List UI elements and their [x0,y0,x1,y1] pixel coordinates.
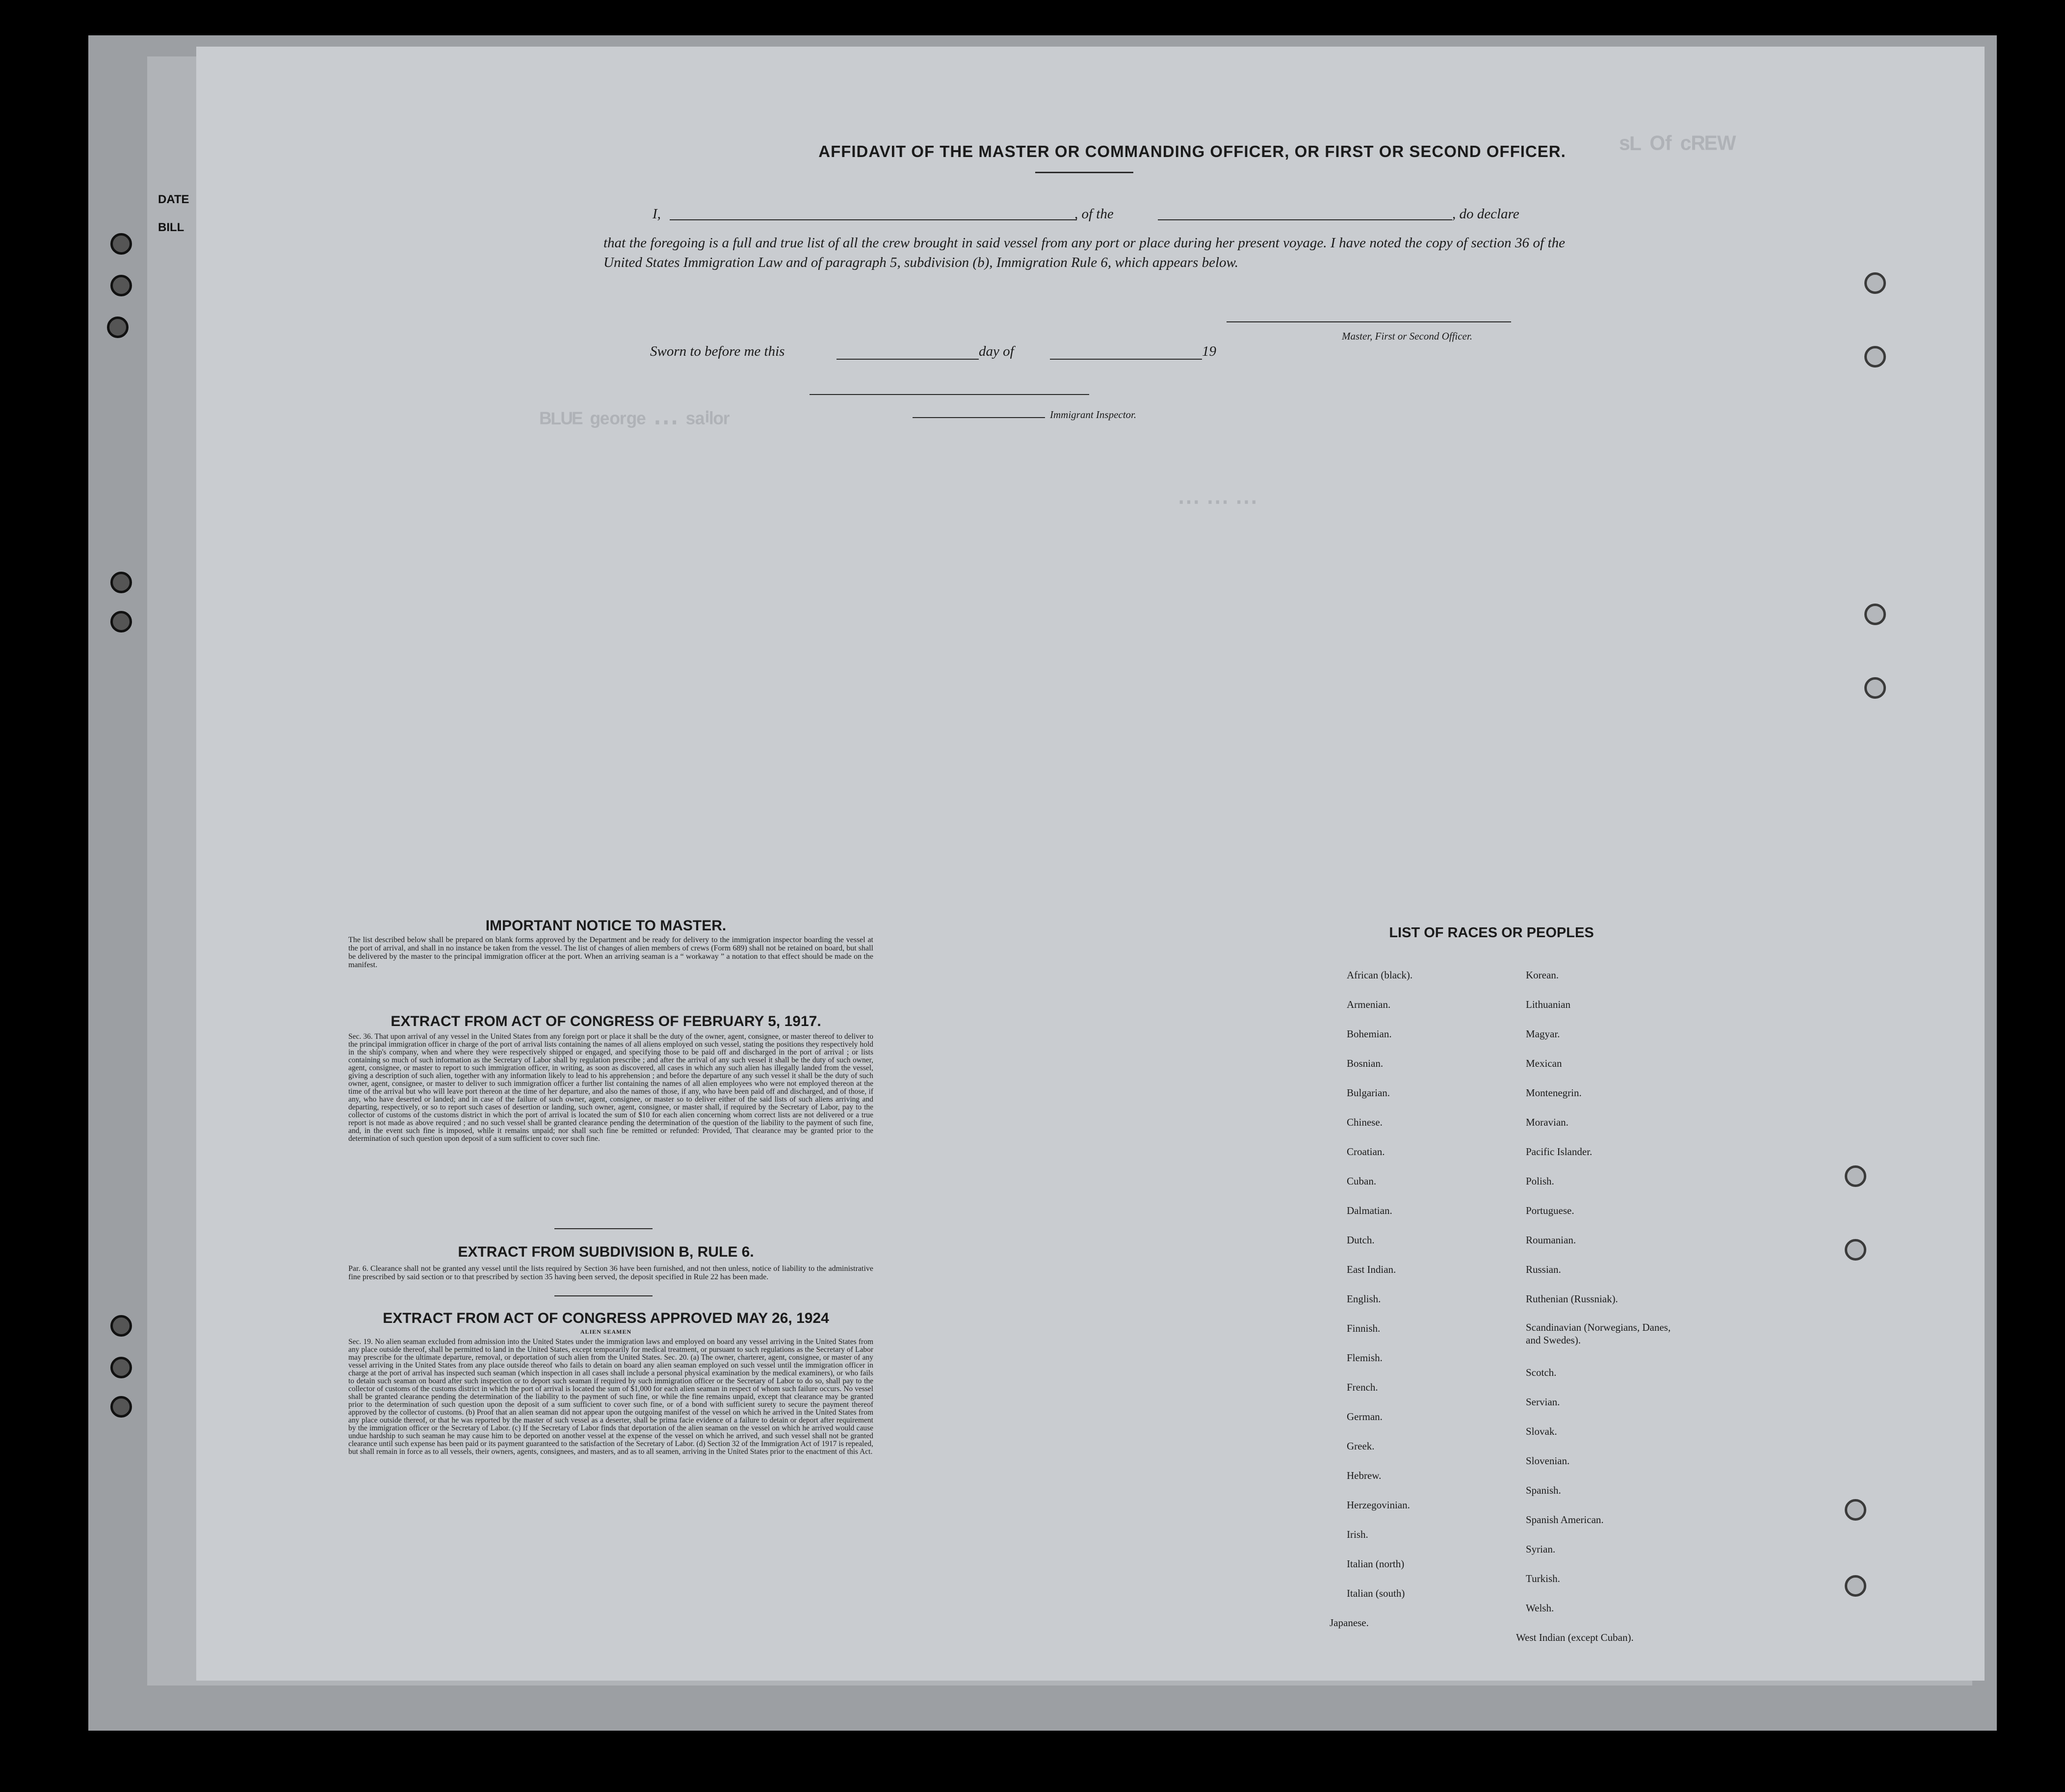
race-left: French. [1347,1381,1378,1393]
race-left: East Indian. [1347,1264,1396,1275]
alien-seamen-caption: ALIEN SEAMEN [580,1328,632,1335]
sworn-label: Sworn to before me this [650,343,785,359]
sworn-month-field[interactable] [1050,359,1202,360]
master-signature-label: Master, First or Second Officer. [1342,330,1472,342]
binder-hole [110,1357,132,1378]
race-left: Armenian. [1347,999,1391,1010]
race-left: Dalmatian. [1347,1205,1392,1216]
sworn-day-field[interactable] [836,359,979,360]
race-right: Pacific Islander. [1526,1146,1593,1158]
race-left: Japanese. [1330,1617,1369,1629]
bill-margin-label: BILL [158,221,184,234]
race-left: Flemish. [1347,1352,1383,1364]
binder-hole [107,316,129,338]
divider [554,1295,653,1296]
race-right: Lithuanian [1526,999,1570,1010]
race-right: Moravian. [1526,1116,1568,1128]
race-left: English. [1347,1293,1381,1305]
race-left: Italian (north) [1347,1558,1405,1570]
year-prefix: 19 [1202,343,1216,359]
race-right: Spanish American. [1526,1514,1604,1526]
affiant-name-field[interactable] [670,219,1077,220]
affidavit-body: that the foregoing is a full and true list of all the crew brought in said vessel from any port or place during her present voyage. I have noted the copy of section 36 of the United States Immigration Law and of paragraph 5, subdivision (b), Immigration Rule 6, which appears below. [603,235,1565,270]
binder-hole [110,572,132,593]
binder-hole [110,1396,132,1418]
race-right: Russian. [1526,1264,1561,1275]
race-right: Turkish. [1526,1573,1560,1584]
race-right: Magyar. [1526,1028,1560,1040]
binder-hole [1845,1575,1866,1597]
bleed-through: ˢᴸ ᴼᶠ ᶜᴿᴱᵂ [1619,131,1736,163]
inspector-label: Immigrant Inspector. [1050,409,1137,421]
affidavit-title: AFFIDAVIT OF THE MASTER OR COMMANDING OFFICER, OR FIRST OR SECOND OFFICER. [818,142,1566,160]
affiant-prefix: I, [653,206,661,222]
notice-title: IMPORTANT NOTICE TO MASTER. [485,918,727,934]
race-right: Welsh. [1526,1602,1554,1614]
race-right: Roumanian. [1526,1234,1576,1246]
extract-1917-body: Sec. 36. That upon arrival of any vessel in the United States from any foreign port or place it shall be the duty of the owner, agent, consignee, or master thereof to deliver to the principal immigration officer in charge of the port of arrival lists containing the names of all aliens employed on such vessel, stating the positions they respectively hold in the ship's company, when and where they were respectively shipped or engaged, and specifying those to be paid off and discharged in the port of arrival ; or lists containing so much of such information as the Secretary of Labor shall by regulation prescribe ; and after the arrival of any such vessel it shall be the duty of such owner, agent, consignee, or master to report to such immigration officer, in writing, as soon as discovered, all cases in which any such alien has illegally landed from the vessel, giving a description of such alien, together with any information likely to lead to his apprehension ; and before the departure of any such vessel it shall be the duty of such owner, agent, consignee, or master to deliver to such immigration officer a further list containing the names of all alien employees who were not employed thereon at the time of the arrival but who will leave port thereon at the time of her departure, and also the names of those, if any, who have been paid off and discharged, and of those, if any, who have deserted or landed; and in case of the failure of such owner, agent, consignee, or master so to deliver either of the said lists of such aliens arriving and departing, respectively, or so to report such cases of desertion or landing, such owner, agent, consignee, or master shall, if required by the Secretary of Labor, pay to the collector of customs of the customs district in which the port of arrival is located the sum of $10 for each alien concerning whom correct lists are not delivered or a true report is not made as above required ; and no such vessel shall be granted clearance pending the determination of the question of the liability to the payment of such fine, and, in the event such fine is imposed, while it remains unpaid; nor shall such fine be remitted or refunded: Provided, That clearance may be granted prior to the determination of such question upon deposit of a sum sufficient to cover such fine. [348,1032,873,1143]
race-left: Greek. [1347,1440,1375,1452]
race-left: Irish. [1347,1528,1368,1540]
extract-1917-title: EXTRACT FROM ACT OF CONGRESS OF FEBRUARY 5, 1917. [391,1013,821,1029]
binder-hole [1864,346,1886,368]
master-signature-field[interactable] [1227,321,1511,322]
do-declare-label: , do declare [1452,206,1519,222]
race-right: Ruthenian (Russniak). [1526,1293,1618,1305]
form-page [196,47,1985,1681]
race-left: Bosnian. [1347,1057,1384,1069]
binder-hole [1864,272,1886,294]
of-the-label: , of the [1074,206,1114,222]
extract-rule6-title: EXTRACT FROM SUBDIVISION B, RULE 6. [458,1244,754,1260]
race-left: Finnish. [1347,1322,1381,1334]
inspector-signature-field[interactable] [913,417,1045,418]
race-left: Bulgarian. [1347,1087,1390,1099]
bleed-through: ᴮᴸᵁᴱ ᵍᵉᵒʳᵍᵉ ⋯ ˢᵃⁱˡᵒʳ [540,408,730,436]
race-right: West Indian (except Cuban). [1516,1632,1634,1643]
binder-hole [1864,677,1886,699]
divider [1035,172,1133,173]
binder-hole [1845,1239,1866,1261]
binder-hole [1845,1499,1866,1521]
race-right: Scotch. [1526,1367,1557,1378]
extract-1924-title: EXTRACT FROM ACT OF CONGRESS APPROVED MAY 26, 1924 [383,1310,829,1326]
binder-hole [110,1315,132,1337]
vessel-name-field[interactable] [1158,219,1452,220]
race-left: Herzegovinian. [1347,1499,1410,1511]
binder-hole [110,233,132,255]
extract-rule6-body: Par. 6. Clearance shall not be granted any vessel until the lists required by Section 36 have been furnished, and not then unless, notice of liability to the administrative fine prescribed by said section or to that prescribed by section 35 having been served, the deposit specified in Rule 22 has been made. [348,1265,873,1281]
race-left: Dutch. [1347,1234,1375,1246]
race-right: Spanish. [1526,1484,1561,1496]
binder-hole [1845,1165,1866,1187]
race-right: Korean. [1526,969,1559,981]
race-left: Cuban. [1347,1175,1377,1187]
race-right: Syrian. [1526,1543,1556,1555]
race-left: Hebrew. [1347,1470,1382,1481]
race-left: German. [1347,1411,1383,1423]
notice-body: The list described below shall be prepared on blank forms approved by the Department and be ready for delivery to the immigration inspector boarding the vessel at the port of arrival, and shall in no instance be taken from the vessel. The list of changes of alien members of crews (Form 689) shall not be retained on board, but shall be delivered by the master to the principal immigration officer at the port. When an arriving seaman is a “ workaway ” a notation to that effect should be made on the manifest. [348,936,873,969]
binder-hole [1864,604,1886,625]
bleed-through: ⋯ ⋯ ⋯ [1177,489,1258,514]
binder-hole [110,611,132,632]
race-left: African (black). [1347,969,1413,981]
race-right: Mexican [1526,1057,1562,1069]
race-right: Polish. [1526,1175,1554,1187]
race-right: Portuguese. [1526,1205,1574,1216]
race-right: Servian. [1526,1396,1560,1408]
race-left: Bohemian. [1347,1028,1392,1040]
day-of-label: day of [979,343,1014,359]
binder-hole [110,275,132,296]
race-right: Slovak. [1526,1425,1557,1437]
race-right: Scandinavian (Norwegians, Danes, and Swedes). [1526,1321,1671,1346]
extract-1924-body: Sec. 19. No alien seaman excluded from admission into the United States under the immigration laws and employed on board any vessel arriving in the United States from any place outside thereof, shall be permitted to land in the United States, except temporarily for medical treatment, or pursuant to such regulations as the Secretary of Labor may prescribe for the ultimate departure, removal, or deportation of such alien from the United States. Sec. 20. (a) The owner, charterer, agent, consignee, or master of any vessel arriving in the United States from any place outside thereof who fails to detain on board any alien seaman employed on such vessel until the immigration officer in charge at the port of arrival has inspected such seaman (which inspection in all cases shall include a personal physical examination by the medical examiners), or who fails to detain such seaman on board after such inspection or to deport such seaman if required by such immigration officer or the Secretary of Labor to do so, shall pay to the collector of customs of the customs district in which the port of arrival is located the sum of $1,000 for each alien seaman in respect of whom such failure occurs. No vessel shall be granted clearance pending the determination of the liability to the payment of such fine, or while the fine remains unpaid, except that clearance may be granted prior to the determination of such question upon the deposit of a sum sufficient to cover such fine, or of a bond with sufficient surety to secure the payment thereof approved by the collector of customs. (b) Proof that an alien seaman did not appear upon the outgoing manifest of the vessel on which he arrived in the United States from any place outside thereof, or that he was reported by the master of such vessel as a deserter, shall be prima facie evidence of a failure to detain or deport after requirement by the immigration officer or the Secretary of Labor. (c) If the Secretary of Labor finds that deportation of the alien seaman on the vessel on which he arrived would cause undue hardship to such seaman he may cause him to be deported on another vessel at the expense of the vessel on which he arrived, and such vessel shall not be granted clearance until such expense has been paid or its payment guaranteed to the satisfaction of the Secretary of Labor. (d) Section 32 of the Immigration Act of 1917 is repealed, but shall remain in force as to all vessels, their owners, agents, consignees, and masters, and as to all seamen, arriving in the United States prior to the enactment of this Act. [348,1338,873,1456]
race-right: Montenegrin. [1526,1087,1582,1099]
race-left: Croatian. [1347,1146,1385,1158]
inspector-signature-field[interactable] [810,394,1089,395]
races-title: LIST OF RACES OR PEOPLES [1389,925,1594,941]
date-margin-label: DATE [158,193,189,206]
race-right: Slovenian. [1526,1455,1570,1467]
race-left: Italian (south) [1347,1587,1405,1599]
divider [554,1228,653,1229]
race-left: Chinese. [1347,1116,1383,1128]
